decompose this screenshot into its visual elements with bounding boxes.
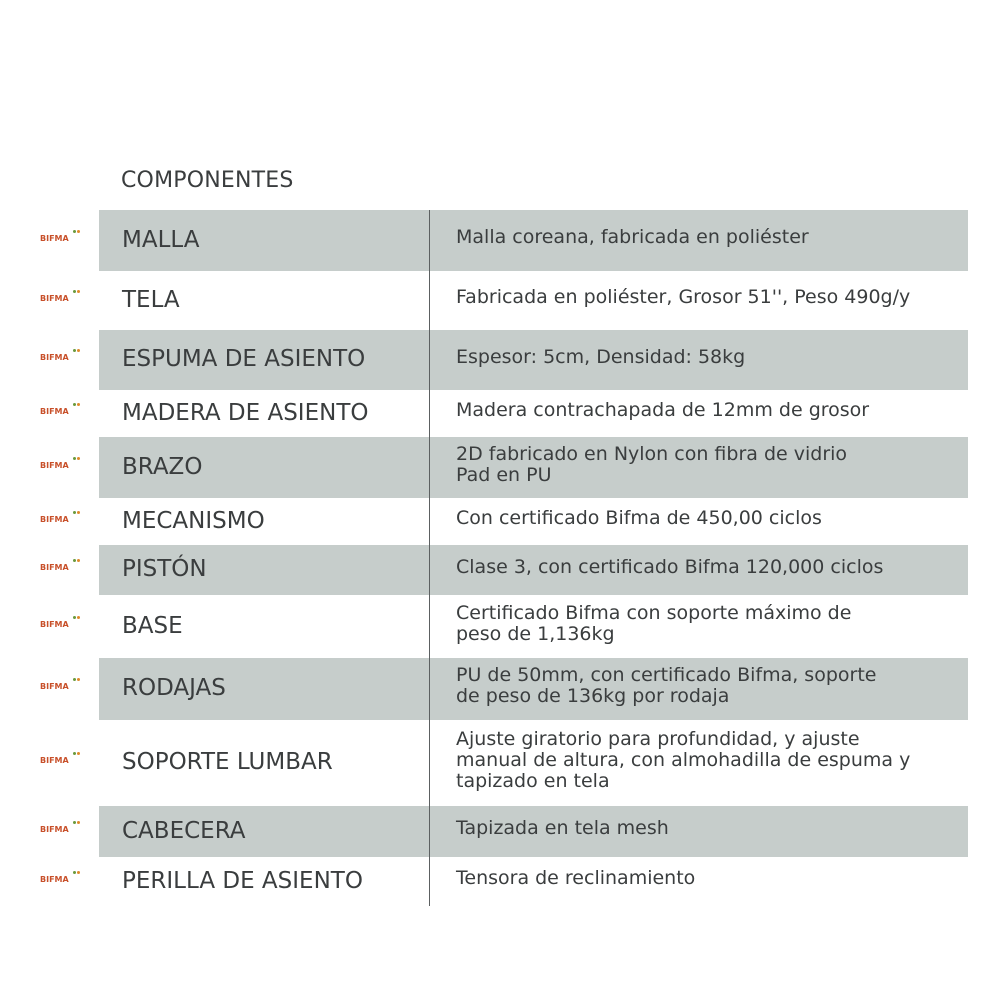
component-name: CABECERA	[122, 817, 246, 844]
component-name: ESPUMA DE ASIENTO	[122, 346, 366, 372]
bifma-logo-icon: BIFMA	[40, 620, 82, 634]
component-description: Clase 3, con certificado Bifma 120,000 ciclos	[456, 555, 884, 578]
bifma-logo-icon: BIFMA	[40, 756, 82, 770]
table-row	[0, 210, 1000, 271]
component-name: PERILLA DE ASIENTO	[122, 867, 363, 894]
component-description: Fabricada en poliéster, Grosor 51'', Peso 490g/y	[456, 286, 911, 308]
component-description: Certificado Bifma con soporte máximo de peso de 1,136kg	[456, 601, 852, 645]
table-row	[0, 658, 1000, 720]
table-row	[0, 437, 1000, 498]
bifma-logo-icon: BIFMA	[40, 353, 82, 367]
component-description: Madera contrachapada de 12mm de grosor	[456, 399, 870, 421]
table-row	[0, 806, 1000, 857]
bifma-logo-icon: BIFMA	[40, 294, 82, 308]
bifma-logo-icon: BIFMA	[40, 825, 82, 839]
table-row	[0, 857, 1000, 906]
bifma-logo-icon: BIFMA	[40, 407, 82, 421]
section-title: COMPONENTES	[121, 168, 294, 193]
bifma-logo-icon: BIFMA	[40, 461, 82, 475]
component-name: MALLA	[122, 226, 200, 253]
table-row	[0, 720, 1000, 806]
component-name: MADERA DE ASIENTO	[122, 399, 369, 426]
component-description: Con certificado Bifma de 450,00 ciclos	[456, 507, 822, 529]
table-row	[0, 545, 1000, 595]
component-description: PU de 50mm, con certificado Bifma, soporte de peso de 136kg por rodaja	[456, 664, 877, 707]
table-row	[0, 595, 1000, 658]
component-description: Malla coreana, fabricada en poliéster	[456, 226, 809, 248]
component-name: PISTÓN	[122, 556, 207, 582]
component-name: TELA	[122, 286, 180, 313]
bifma-logo-icon: BIFMA	[40, 234, 82, 248]
bifma-logo-icon: BIFMA	[40, 515, 82, 529]
component-name: BRAZO	[122, 453, 203, 480]
component-description: 2D fabricado en Nylon con fibra de vidrio Pad en PU	[456, 442, 848, 486]
component-description: Tensora de reclinamiento	[456, 867, 696, 889]
bifma-logo-icon: BIFMA	[40, 682, 82, 696]
bifma-logo-icon: BIFMA	[40, 563, 82, 577]
component-name: MECANISMO	[122, 507, 265, 534]
component-description: Tapizada en tela mesh	[456, 817, 669, 839]
table-row	[0, 498, 1000, 545]
component-name: RODAJAS	[122, 675, 226, 701]
table-row	[0, 390, 1000, 437]
bifma-logo-icon: BIFMA	[40, 875, 82, 889]
column-divider	[429, 210, 430, 906]
component-name: BASE	[122, 612, 183, 639]
component-description: Ajuste giratorio para profundidad, y ajuste manual de altura, con almohadilla de espuma y tapizado en tela	[456, 727, 911, 792]
component-description: Espesor: 5cm, Densidad: 58kg	[456, 345, 746, 368]
table-row	[0, 271, 1000, 330]
component-name: SOPORTE LUMBAR	[122, 749, 333, 775]
table-row	[0, 330, 1000, 390]
